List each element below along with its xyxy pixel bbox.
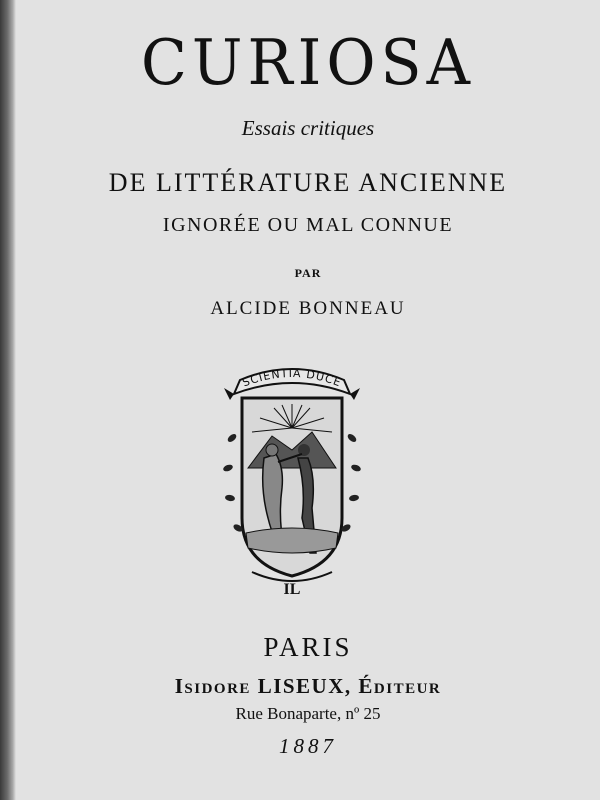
book-title: CURIOSA [141, 26, 475, 100]
subject-line-1: DE LITTÉRATURE ANCIENNE [108, 168, 508, 197]
author-name: ALCIDE BONNEAU [210, 298, 406, 319]
book-subtitle: Essais critiques [241, 116, 375, 140]
by-label: PAR [294, 266, 322, 280]
publication-year: 1887 [279, 734, 337, 758]
publication-city: PARIS [263, 632, 353, 662]
emblem-monogram: IL [283, 581, 301, 598]
publisher-address: Rue Bonaparte, nº 25 [235, 704, 381, 723]
publisher-name: Isidore LISEUX, Éditeur [174, 674, 442, 698]
subject-line-2: IGNORÉE OU MAL CONNUE [162, 214, 454, 236]
emblem-motto: SCIENTIA DUCE [240, 366, 344, 390]
publisher-emblem [212, 358, 372, 598]
